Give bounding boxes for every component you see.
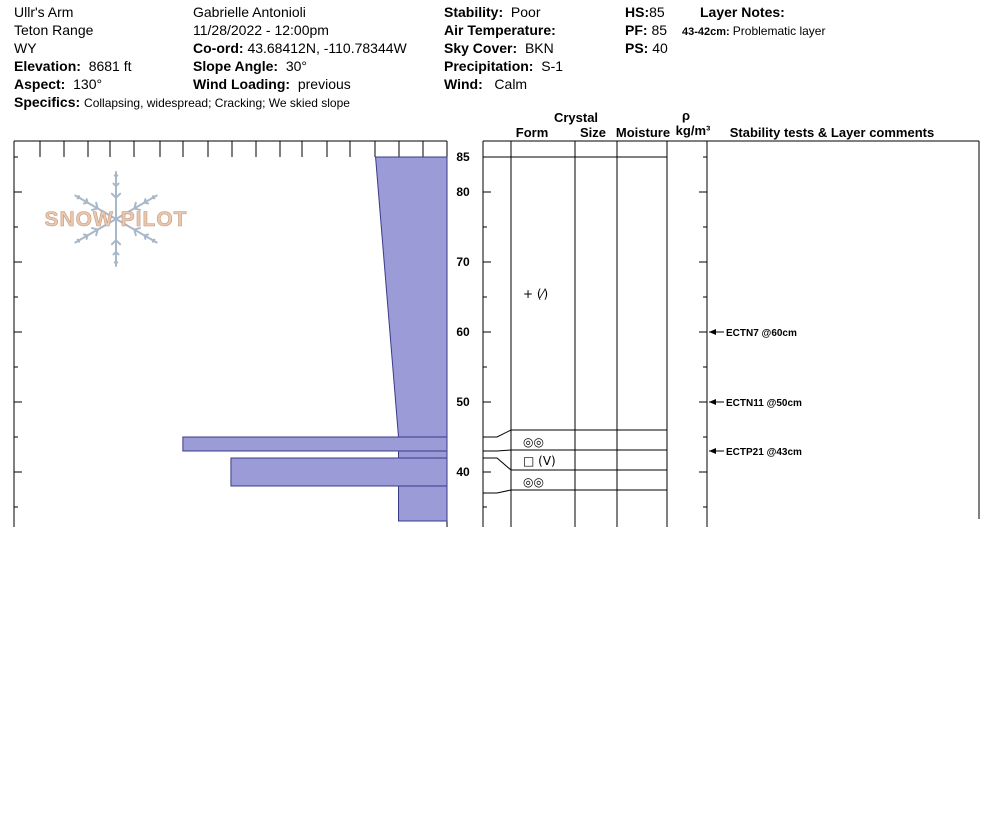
layer-table: [483, 141, 979, 527]
aspect: Aspect: 130°: [14, 76, 103, 92]
table-depth-ticks: [483, 157, 707, 507]
logo-text: SNOW PILOT: [44, 208, 188, 231]
flake-branch: [116, 175, 117, 176]
hardness-bar: [183, 437, 447, 451]
observation-datetime: 11/28/2022 - 12:00pm: [193, 22, 329, 38]
layer-connector: [483, 458, 511, 470]
layer-forms: [523, 287, 556, 489]
test-arrow-head: [709, 329, 716, 335]
depth-label: 85: [456, 150, 470, 164]
stability-tests: [709, 328, 802, 458]
flake-branch: [144, 203, 147, 204]
wind: Wind: Calm: [444, 76, 528, 92]
depth-label: 80: [456, 185, 470, 199]
slope-angle: Slope Angle: 30°: [193, 58, 307, 74]
depth-label: 50: [456, 395, 470, 409]
ps-value: PS: 40: [625, 40, 668, 56]
test-label: ECTN7 @60cm: [726, 328, 797, 339]
site-name: Ullr's Arm: [14, 4, 74, 20]
test-arrow-head: [709, 448, 716, 454]
hardness-profile: [183, 157, 447, 521]
depth-label: 70: [456, 255, 470, 269]
specifics: Specifics: Collapsing, widespread; Cracking; We skied slope: [14, 94, 350, 110]
snowflake-logo-icon: [45, 172, 188, 266]
test-arrow-head: [709, 399, 716, 405]
wind-loading: Wind Loading: previous: [193, 76, 351, 92]
elevation: Elevation: 8681 ft: [14, 58, 132, 74]
air-temperature: Air Temperature:: [444, 22, 556, 38]
comments-header: Stability tests & Layer comments: [729, 125, 935, 140]
sky-cover: Sky Cover: BKN: [444, 40, 554, 56]
size-header: Size: [579, 125, 607, 140]
depth-axis-labels: [456, 150, 470, 479]
layer-form: □ (V): [523, 454, 556, 468]
stability: Stability: Poor: [444, 4, 541, 20]
coordinates: Co-ord: 43.68412N, -110.78344W: [193, 40, 407, 56]
density-unit-header: kg/m³: [675, 123, 711, 138]
hs-value: HS:85: [625, 4, 665, 20]
state-name: WY: [14, 40, 37, 56]
layer-connector: [483, 490, 511, 493]
flake-branch: [115, 261, 116, 262]
hardness-bar: [231, 458, 447, 486]
flake-branch: [144, 235, 145, 238]
rho-header: ρ: [681, 108, 691, 123]
range-name: Teton Range: [14, 22, 94, 38]
precipitation: Precipitation: S-1: [444, 58, 564, 74]
layer-form: ◎◎: [523, 435, 544, 449]
layer-note: 43-42cm: Problematic layer: [682, 24, 826, 38]
hardness-bar: [399, 486, 447, 521]
crystal-header: Crystal: [553, 110, 599, 125]
layer-form: + (⁄): [523, 287, 549, 301]
hardness-top-ticks: [14, 141, 423, 157]
layer-connector: [483, 430, 511, 437]
layer-form: ◎◎: [523, 475, 544, 489]
layer-connector: [483, 450, 511, 451]
layer-notes-title: Layer Notes:: [700, 4, 785, 20]
depth-label: 60: [456, 325, 470, 339]
form-header: Form: [515, 125, 549, 140]
hardness-bar: [399, 451, 447, 458]
moisture-header: Moisture: [615, 125, 671, 140]
depth-label: 40: [456, 465, 470, 479]
test-label: ECTP21 @43cm: [726, 447, 802, 458]
hardness-bar: [376, 157, 447, 437]
flake-branch: [84, 235, 87, 236]
pf-value: PF: 85: [625, 22, 668, 38]
test-label: ECTN11 @50cm: [726, 398, 802, 409]
observer-name: Gabrielle Antonioli: [193, 4, 306, 20]
flake-branch: [87, 199, 88, 202]
